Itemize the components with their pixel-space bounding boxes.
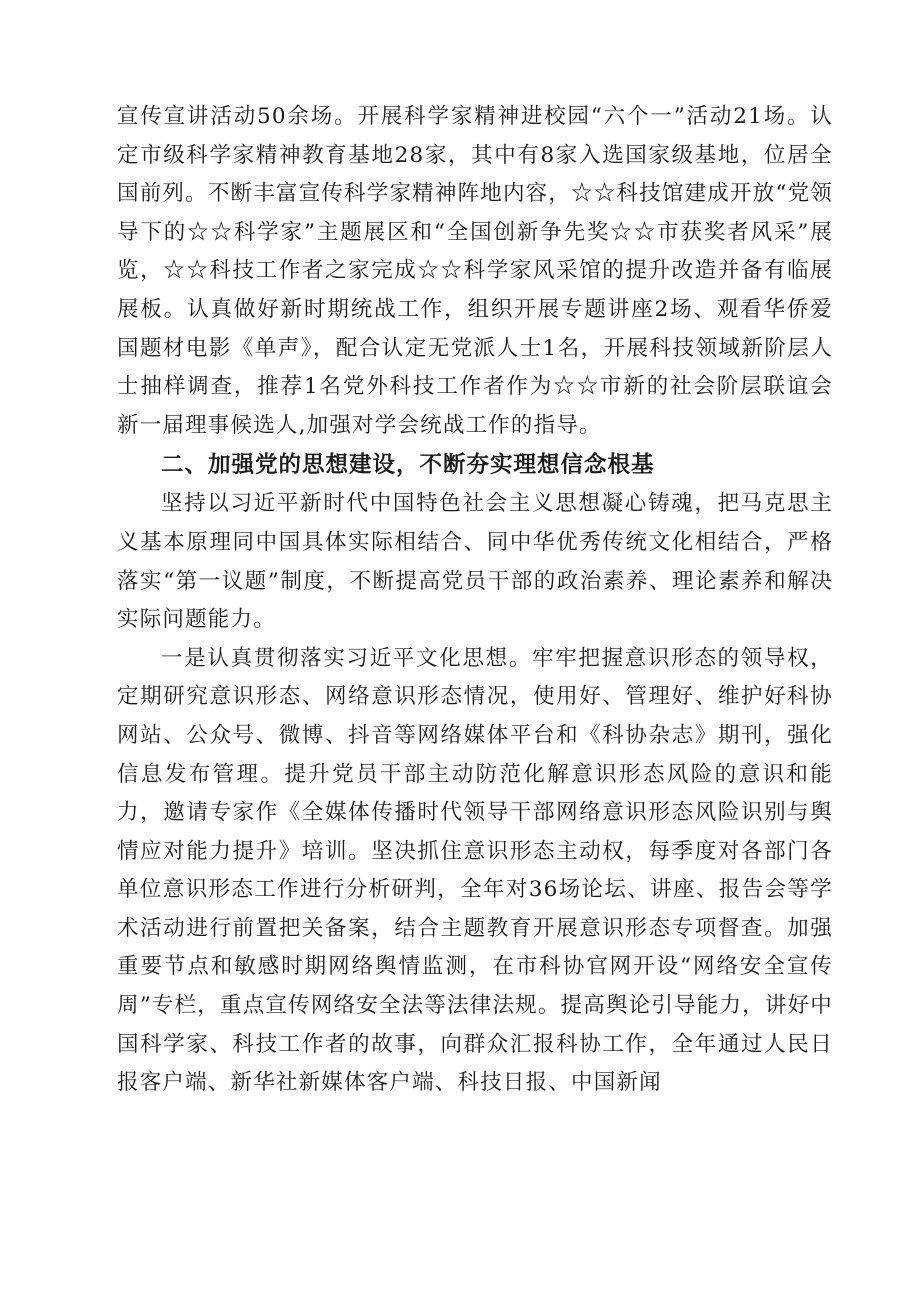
paragraph-united-front-work: 宣传宣讲活动50余场。开展科学家精神进校园“六个一”活动21场。认定市级科学家精神教育基地28家，其中有8家入选国家级基地，位居全国前列。不断丰富宣传科学家精神阵地内容，☆☆科技馆建成开放“党领导下的☆☆科学家”主题展区和“全国创新争先奖☆☆市获奖者风采”展览，☆☆科技工作者之家完成☆☆科学家风采馆的提升改造并备有临展展板。认真做好新时期统战工作，组织开展专题讲座2场、观看华侨爱国题材电影《单声》，配合认定无党派人士1名，开展科技领域新阶层人士抽样调查，推荐1名党外科技工作者作为☆☆市新的社会阶层联谊会新一届理事候选人,加强对学会统战工作的指导。 bbox=[117, 104, 833, 438]
paragraph-ideological-building: 坚持以习近平新时代中国特色社会主义思想凝心铸魂，把马克思主义基本原理同中国具体实际相结合、同中华优秀传统文化相结合，严格落实“第一议题”制度，不断提高党员干部的政治素养、理论素养和解决实际问题能力。 bbox=[117, 491, 833, 633]
document-body bbox=[117, 98, 833, 1103]
paragraph-cultural-thought: 一是认真贯彻落实习近平文化思想。牢牢把握意识形态的领导权，定期研究意识形态、网络意识形态情况，使用好、管理好、维护好科协网站、公众号、微博、抖音等网络媒体平台和《科协杂志》期刊，强化信息发布管理。提升党员干部主动防范化解意识形态风险的意识和能力，邀请专家作《全媒体传播时代领导干部网络意识形态风险识别与舆情应对能力提升》培训。坚决抓住意识形态主动权，每季度对各部门各单位意识形态工作进行分析研判，全年对36场论坛、讲座、报告会等学术活动进行前置把关备案，结合主题教育开展意识形态专项督查。加强重要节点和敏感时期网络舆情监测，在市科协官网开设“网络安全宣传周”专栏，重点宣传网络安全法等法律法规。提高舆论引导能力，讲好中国科学家、科技工作者的故事，向群众汇报科协工作，全年通过人民日报客户端、新华社新媒体客户端、科技日报、中国新闻 bbox=[117, 645, 833, 1096]
section-heading: 二、加强党的思想建设，不断夯实理想信念根基 bbox=[161, 452, 655, 479]
